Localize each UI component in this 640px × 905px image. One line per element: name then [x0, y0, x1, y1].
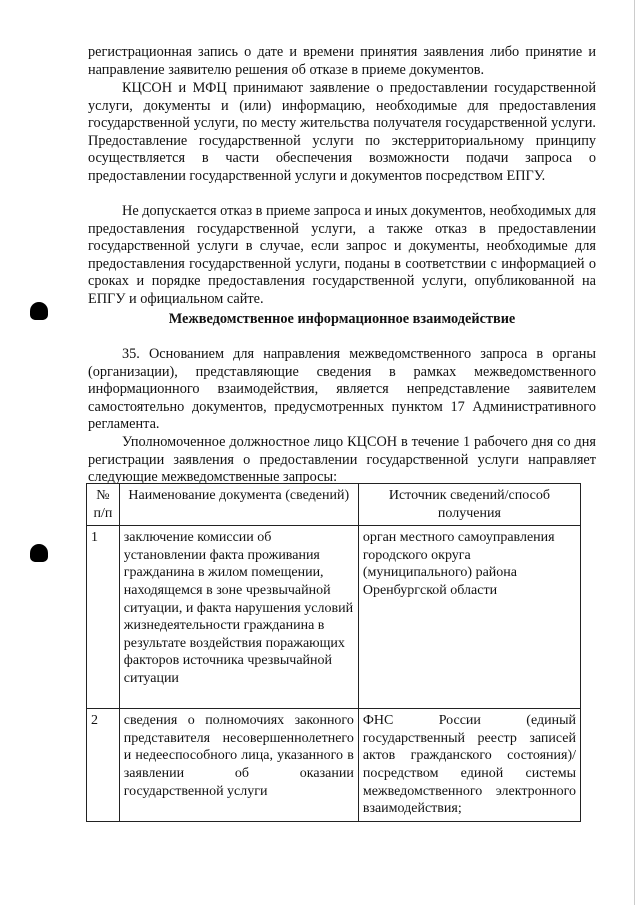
- table-row: [87, 709, 581, 822]
- interagency-requests-table: [86, 483, 581, 822]
- header-document-name: Наименование документа (сведений): [119, 484, 358, 526]
- paragraph-35: 35. Основанием для направления межведомственного запроса в органы (организации), представляющие сведения в рамках межведомственного информационного взаимодействия, является непредставление заявителем самостоятельно документов, предусмотренных пунктом 17 Административного регламента.: [88, 346, 596, 433]
- paragraph-authorized-official: Уполномоченное должностное лицо КЦСОН в течение 1 рабочего дня со дня регистрации заявления о предоставлении государственной услуги направляет следующие межведомственные запросы:: [88, 434, 596, 486]
- section-heading: Межведомственное информационное взаимодействие: [168, 311, 516, 327]
- paragraph-no-refusal: Не допускается отказ в приеме запроса и иных документов, необходимых для предоставления государственной услуги, а также отказ в предоставлении государственной услуги в случае, если запрос и документы, необходимые для предоставления государственной услуги, поданы в соответствии с информацией о сроках и порядке предоставления государственной услуги, опубликованной на ЕПГУ и официальном сайте.: [88, 203, 596, 307]
- row-number: 1: [87, 526, 120, 709]
- scan-edge-line: [634, 0, 635, 905]
- table-row: [87, 526, 581, 709]
- punch-hole-mark: [30, 302, 48, 320]
- row-number: 2: [87, 709, 120, 822]
- table-header-row: [87, 484, 581, 526]
- punch-hole-mark: [30, 544, 48, 562]
- header-source: Источник сведений/способ получения: [358, 484, 580, 526]
- row-source: ФНС России (единый государственный реестр записей актов гражданского состояния)/посредством единой системы межведомственного электронного взаимодействия;: [358, 709, 580, 822]
- paragraph-kcson-mfc: КЦСОН и МФЦ принимают заявление о предоставлении государственной услуги, документы и (или) информацию, необходимые для предоставления государственной услуги, по месту жительства получателя государственной услуги. Предоставление государственной услуги по экстерриториальному принципу осуществляется в части обеспечения возможности подачи запроса о предоставлении государственной услуги и документов посредством ЕПГУ.: [88, 80, 596, 184]
- paragraph-intro: регистрационная запись о дате и времени принятия заявления либо принятие и направление заявителю решения об отказе в приеме документов.: [88, 44, 596, 78]
- row-document: заключение комиссии об установлении факта проживания гражданина в жилом помещении, находящемся в зоне чрезвычайной ситуации, и факта нарушения условий жизнедеятельности гражданина в результате воздействия поражающих факторов источника чрезвычайной ситуации: [119, 526, 358, 709]
- row-source: орган местного самоуправления городского округа (муниципального) района Оренбургской области: [358, 526, 580, 709]
- row-document: сведения о полномочиях законного представителя несовершеннолетнего и недееспособного лица, указанного в заявлении об оказании государственной услуги: [119, 709, 358, 822]
- header-number: № п/п: [87, 484, 120, 526]
